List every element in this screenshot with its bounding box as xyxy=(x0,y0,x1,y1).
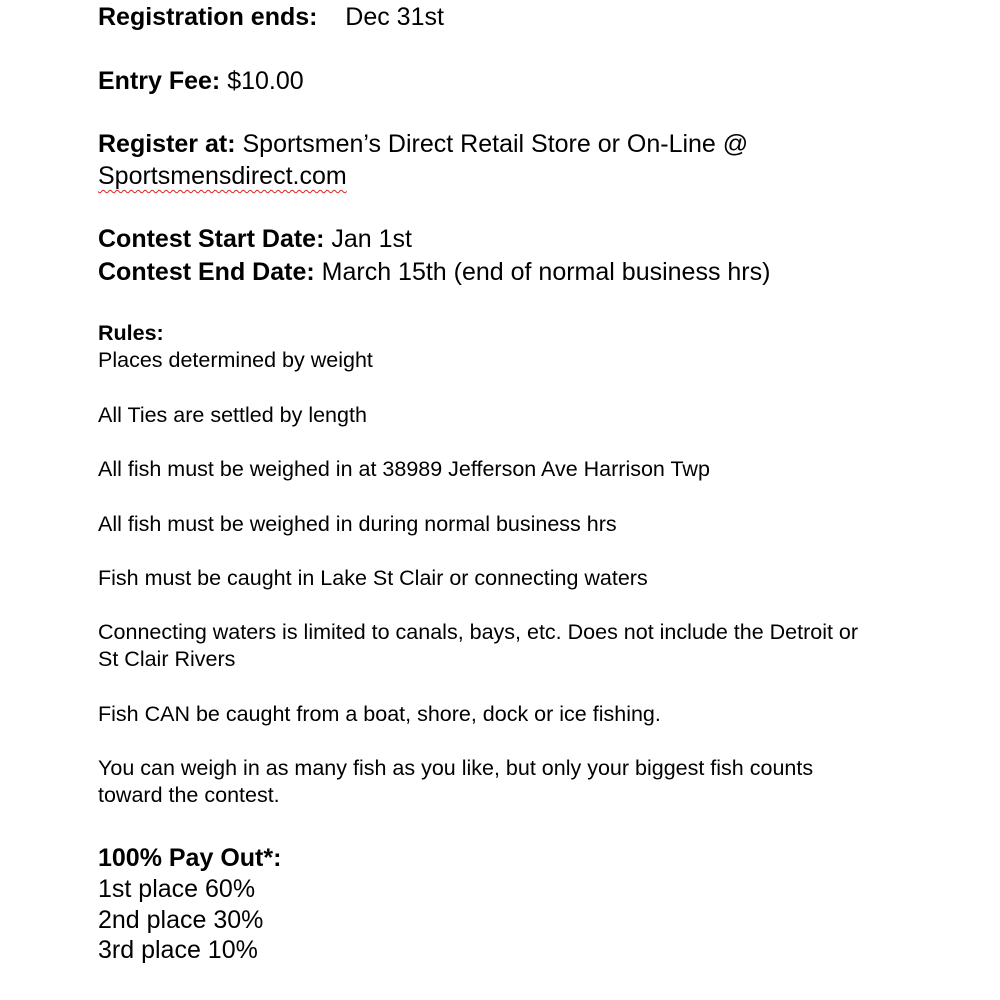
contest-end-line xyxy=(98,260,770,285)
rule-item: You can weigh in as many fish as you like, but only your biggest fish counts xyxy=(98,756,814,780)
register-at-value: Sportsmen’s Direct Retail Store or On-Line @ xyxy=(242,130,749,158)
rule-item: St Clair Rivers xyxy=(98,647,236,671)
rule-item: Fish CAN be caught from a boat, shore, dock or ice fishing. xyxy=(98,702,661,726)
payout-place: 1st place 60% xyxy=(98,875,256,903)
payout-place: 3rd place 10% xyxy=(98,936,258,964)
entry-fee-label: Entry Fee: xyxy=(98,67,221,95)
contest-flyer xyxy=(98,0,978,1000)
registration-line xyxy=(98,5,444,30)
entry-fee-value: $10.00 xyxy=(227,67,304,95)
payout-heading xyxy=(98,846,281,871)
contest-end-label: Contest End Date: xyxy=(98,258,315,286)
registration-label: Registration ends: xyxy=(98,3,318,31)
rule-item: Places determined by weight xyxy=(98,348,373,372)
rule-item: All Ties are settled by length xyxy=(98,403,367,427)
payout-heading-text: 100% Pay Out*: xyxy=(98,844,282,872)
website-link[interactable]: Sportsmensdirect.com xyxy=(98,162,347,190)
register-at-website-line xyxy=(98,164,347,189)
contest-start-label: Contest Start Date: xyxy=(98,225,325,253)
rule-item: Fish must be caught in Lake St Clair or connecting waters xyxy=(98,566,648,590)
rule-item: All fish must be weighed in during normal business hrs xyxy=(98,512,617,536)
entry-fee-line xyxy=(98,69,304,94)
contest-start-value: Jan 1st xyxy=(331,225,412,253)
rule-item: Connecting waters is limited to canals, bays, etc. Does not include the Detroit or xyxy=(98,620,859,644)
rules-heading-text: Rules: xyxy=(98,321,164,345)
register-at-line xyxy=(98,132,748,157)
rule-item: toward the contest. xyxy=(98,783,280,807)
rules-heading xyxy=(98,323,164,345)
contest-end-value: March 15th (end of normal business hrs) xyxy=(321,258,771,286)
contest-start-line xyxy=(98,227,412,252)
rule-item: All fish must be weighed in at 38989 Jefferson Ave Harrison Twp xyxy=(98,457,710,481)
payout-place: 2nd place 30% xyxy=(98,906,264,934)
registration-value: Dec 31st xyxy=(345,3,444,31)
register-at-label: Register at: xyxy=(98,130,236,158)
